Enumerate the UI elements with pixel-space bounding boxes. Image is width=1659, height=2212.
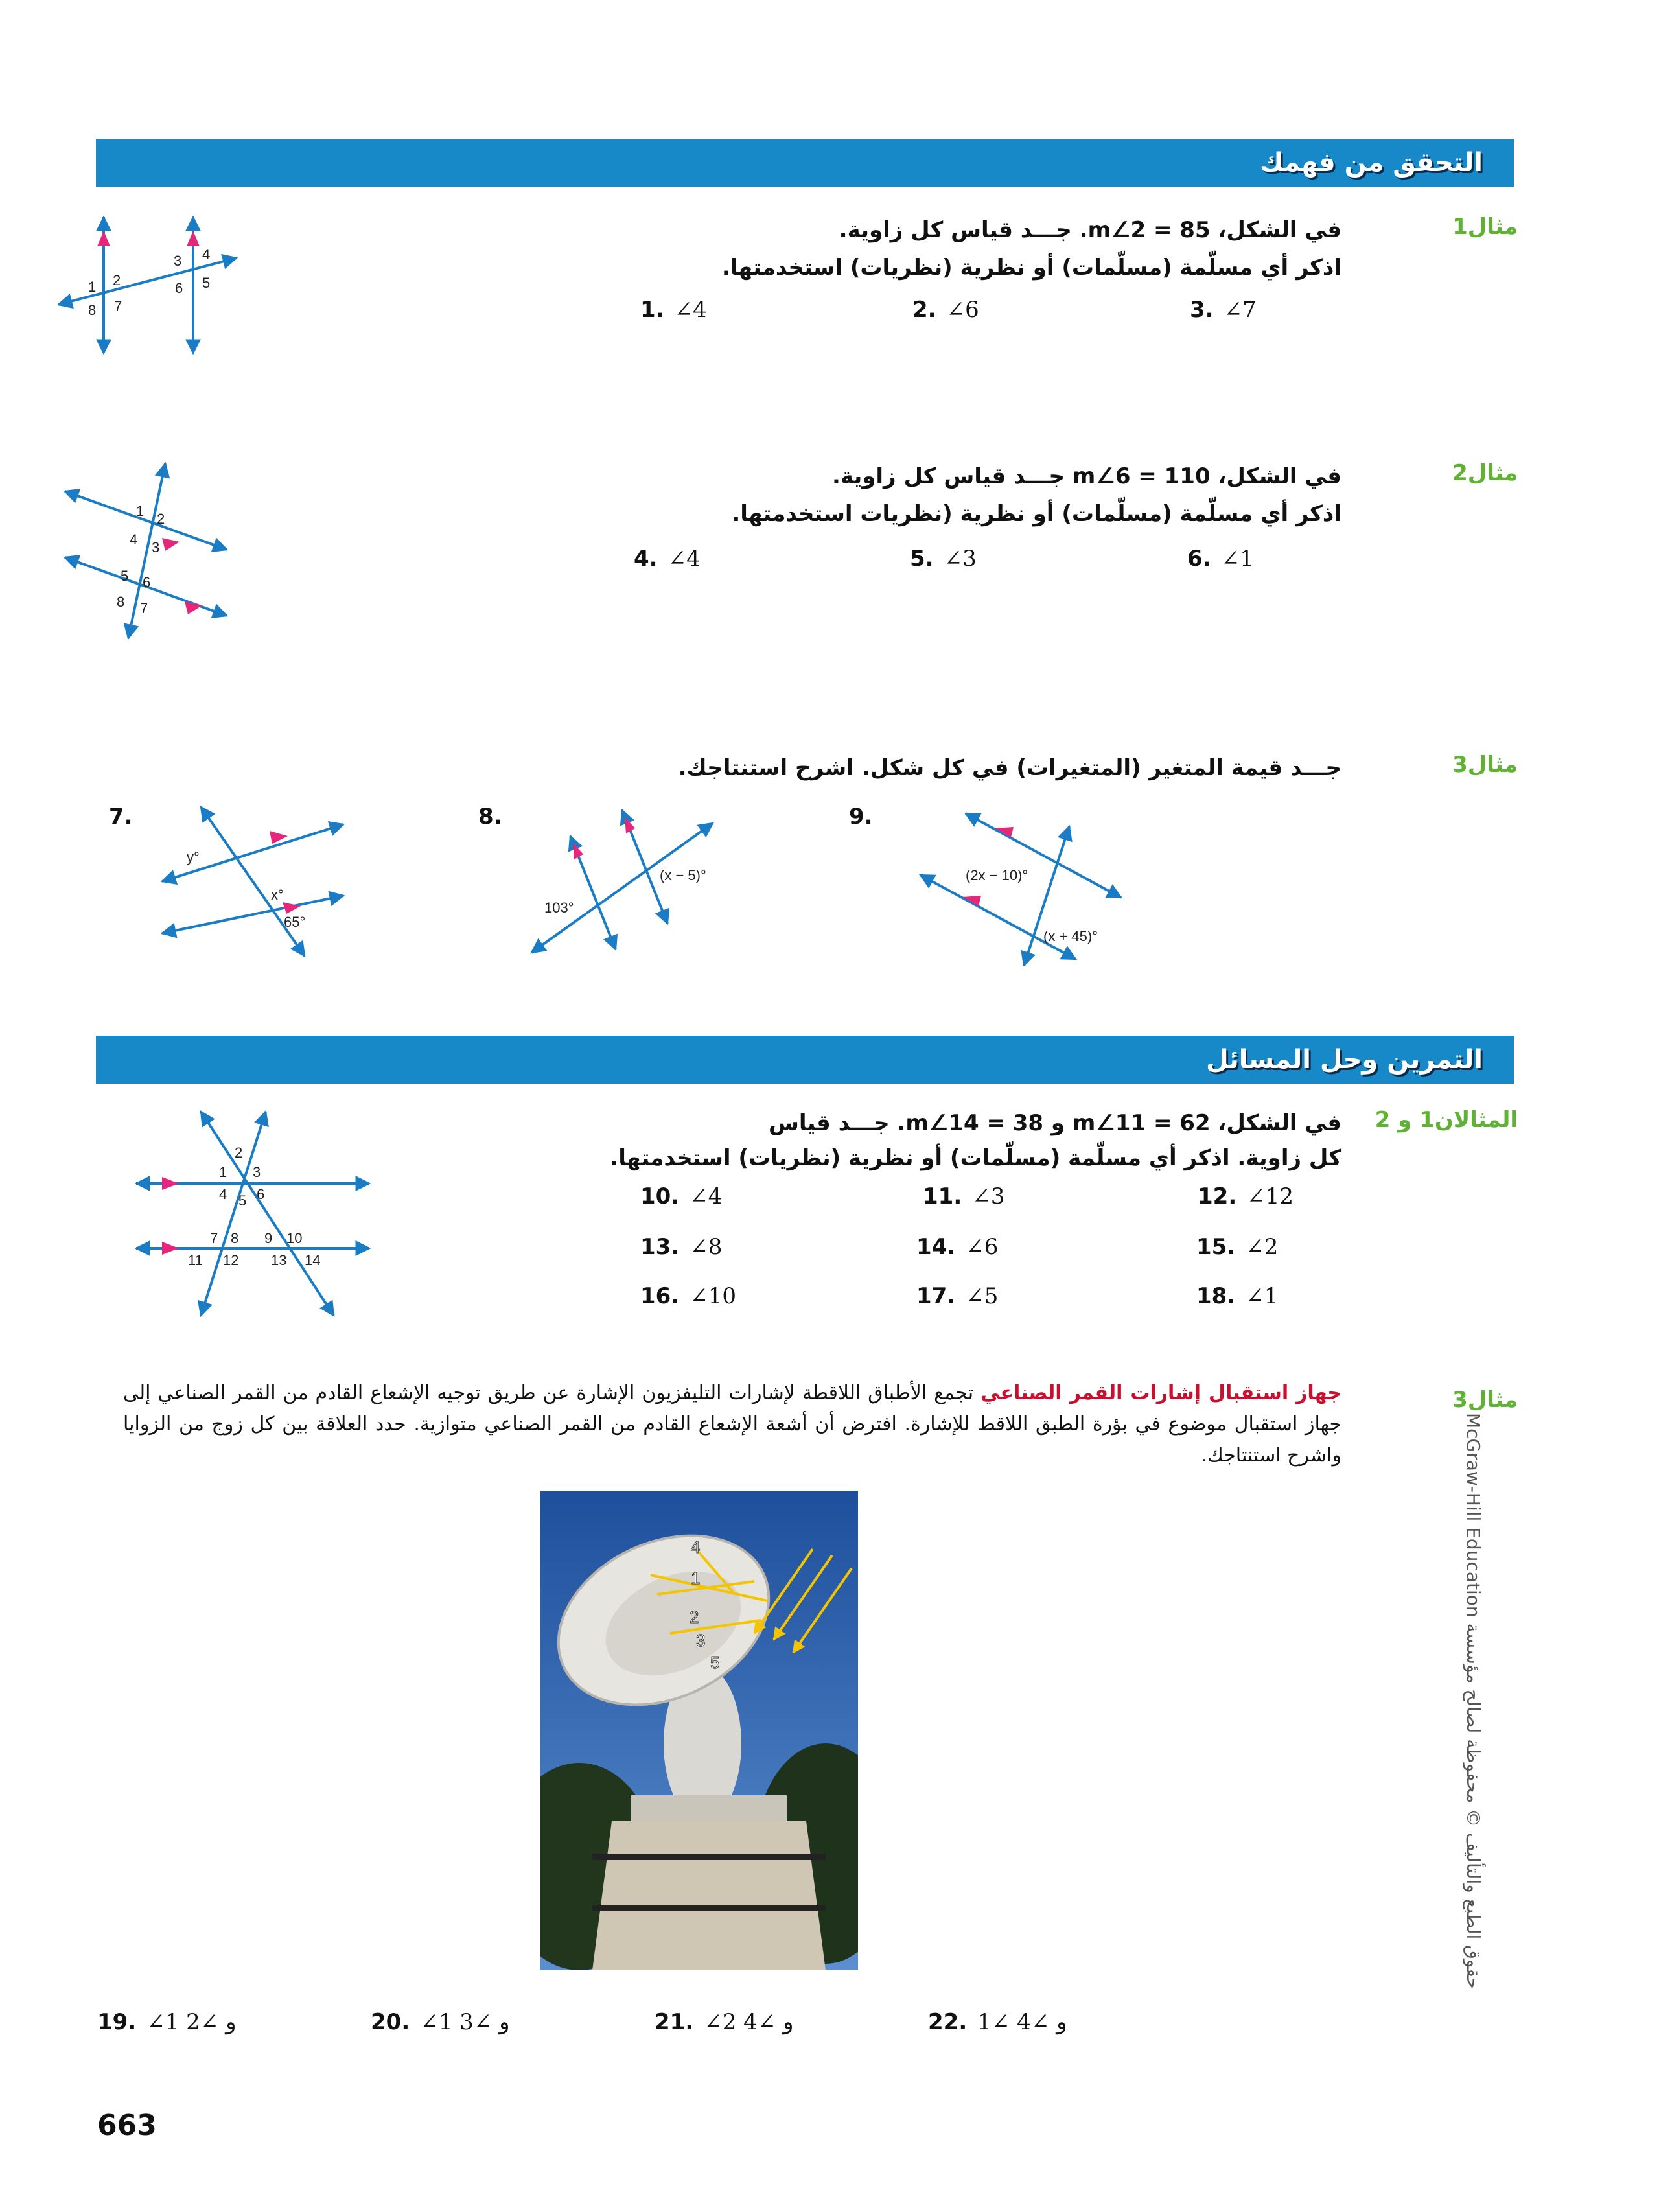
example-2-line1: في الشكل، m∠6 = 110 جـــد قياس كل زاوية.	[831, 463, 1341, 489]
exercise-21: 21. ∠2 و ∠4	[655, 2009, 794, 2035]
exercise-19: 19. ∠1 و ∠2	[97, 2009, 237, 2035]
angle-label: 1	[136, 503, 145, 519]
exercise-2: 2. ∠6	[912, 297, 979, 323]
photo-angle-label: 5	[710, 1653, 720, 1672]
photo-angle-label: 2	[690, 1607, 699, 1627]
example-2-label: مثال2	[1452, 460, 1518, 486]
angle-label: 12	[223, 1252, 239, 1268]
satellite-dish-photo	[540, 1491, 858, 1970]
angle-label: 2	[235, 1145, 243, 1161]
exercise-3: 3. ∠7	[1190, 297, 1257, 323]
angle-label: 1	[88, 279, 97, 295]
angle-label: 5	[238, 1193, 247, 1209]
page-number: 663	[97, 2109, 157, 2142]
exercise-4: 4. ∠4	[634, 546, 701, 572]
exercise-5: 5. ∠3	[910, 546, 977, 572]
figure-exercise-8	[518, 797, 732, 966]
figure-example-2	[52, 454, 246, 648]
angle-label: 5	[121, 568, 129, 584]
figure-exercise-7	[149, 797, 363, 966]
exercise-13: 13. ∠8	[640, 1234, 723, 1260]
angle-label: 5	[202, 275, 211, 291]
parallel-arrow-a	[162, 538, 180, 551]
angle-value: 103°	[544, 900, 574, 916]
angle-label-y: y°	[187, 849, 200, 865]
example-3-label-satellite: مثال3	[1452, 1387, 1518, 1413]
angle-label: 4	[130, 531, 138, 548]
exercise-17: 17. ∠5	[916, 1283, 999, 1309]
example-1-label: مثال1	[1452, 214, 1518, 240]
exercise-15: 15. ∠2	[1196, 1234, 1279, 1260]
parallel-arrow-b	[187, 231, 200, 246]
angle-expression: (x + 45)°	[1043, 928, 1098, 944]
photo-angle-label: 4	[691, 1537, 701, 1557]
angle-label: 6	[175, 280, 183, 296]
photo-angle-label: 1	[691, 1568, 701, 1588]
parallel-line-b	[920, 875, 1076, 959]
parallel-arrow-b	[185, 601, 202, 614]
satellite-body: تجمع الأطباق اللاقطة لإشارات التليفزيون الإشارة عن طريق توجيه الإشعاع القادم من القمر الصناعي إلى جهاز استقبال موضوع في بؤرة الطبق اللاقط للإشارة. افترض أن أشعة الإشعاع القادم من القمر الصناعي متوازية. حدد العلاقة بين كل زوج من الزوايا واشرح استنتاجك.	[123, 1382, 1341, 1467]
exercise-11: 11. ∠3	[923, 1183, 1005, 1209]
parallel-line-b	[162, 896, 343, 933]
angle-label: 6	[257, 1186, 265, 1202]
angle-label: 13	[271, 1252, 287, 1268]
practice-line1: في الشكل، m∠11 = 62 و m∠14 = 38. جـــد قياس	[768, 1110, 1341, 1136]
angle-label: 2	[157, 511, 165, 527]
parallel-line-a	[966, 813, 1121, 898]
exercise-6: 6. ∠1	[1187, 546, 1254, 572]
parallel-arrow-a	[162, 1177, 179, 1190]
angle-expression: (2x − 10)°	[966, 867, 1028, 883]
angle-label: 11	[188, 1252, 203, 1268]
exercise-20: 20. ∠1 و ∠3	[371, 2009, 510, 2035]
copyright-credit: حقوق الطبع والتأليف © محفوظة لصالح مؤسسة McGraw-Hill Education	[1463, 1413, 1484, 1989]
angle-label: 7	[210, 1230, 218, 1246]
section-banner-check	[96, 139, 1514, 187]
banner-title: التحقق من فهمك	[1259, 148, 1483, 178]
parallel-arrow-b	[962, 896, 981, 906]
angle-label: 4	[219, 1186, 227, 1202]
angle-label: 8	[88, 302, 97, 318]
exercise-7-number: 7.	[109, 804, 133, 830]
angle-label: 3	[174, 253, 182, 269]
example-2-line2: اذكر أي مسلّمة (مسلّمات) أو نظرية (نظريات استخدمتها.	[732, 501, 1341, 527]
exercise-1: 1. ∠4	[640, 297, 707, 323]
example-1-line1: في الشكل، m∠2 = 85. جـــد قياس كل زاوية.	[839, 217, 1341, 243]
example-3-label: مثال3	[1452, 752, 1518, 778]
photo-angle-label: 3	[696, 1631, 706, 1650]
exercise-12: 12. ∠12	[1198, 1183, 1294, 1209]
exercise-9-number: 9.	[849, 804, 873, 830]
transversal-line-b	[201, 1112, 334, 1316]
example-3-line1: جـــد قيمة المتغير (المتغيرات) في كل شكل. اشرح استنتاجك.	[678, 755, 1341, 781]
example-1-line2: اذكر أي مسلّمة (مسلّمات) أو نظرية (نظريات) استخدمتها.	[721, 255, 1341, 281]
banner-title: التمرين وحل المسائل	[1205, 1045, 1483, 1075]
exercise-10: 10. ∠4	[640, 1183, 723, 1209]
examples-1-2-label: المثالان1 و 2	[1375, 1107, 1518, 1133]
section-banner-practice	[96, 1036, 1514, 1084]
exercise-22: 22. 1∠ و ∠4	[928, 2009, 1067, 2035]
transversal-line	[531, 823, 713, 953]
satellite-heading: جهاز استقبال إشارات القمر الصناعي	[980, 1382, 1342, 1404]
exercise-14: 14. ∠6	[916, 1234, 999, 1260]
transversal-line	[201, 807, 305, 956]
parallel-arrow-b	[162, 1242, 179, 1255]
transversal-line-a	[201, 1112, 266, 1316]
angle-label: 14	[305, 1252, 321, 1268]
exercise-16: 16. ∠10	[640, 1283, 736, 1309]
angle-label: 4	[202, 246, 211, 262]
figure-example-1	[52, 207, 259, 363]
angle-value: 65°	[284, 914, 306, 930]
figure-exercise-9	[907, 797, 1141, 966]
parallel-arrow-a	[97, 231, 110, 246]
angle-label: 7	[114, 298, 122, 314]
angle-label: 8	[117, 594, 125, 610]
parallel-arrow-b	[625, 817, 635, 833]
parallel-line-a	[65, 491, 227, 550]
figure-practice	[130, 1102, 376, 1322]
angle-label: 2	[113, 272, 121, 288]
angle-label: 7	[140, 600, 148, 616]
angle-label-x: x°	[271, 887, 284, 903]
angle-expression: (x − 5)°	[660, 867, 706, 883]
satellite-paragraph	[123, 1378, 1341, 1471]
angle-label: 10	[286, 1230, 303, 1246]
angle-label: 9	[264, 1230, 273, 1246]
angle-label: 3	[253, 1164, 261, 1180]
angle-label: 8	[231, 1230, 239, 1246]
angle-label: 6	[143, 574, 151, 590]
parallel-arrow-a	[573, 843, 583, 859]
exercise-8-number: 8.	[478, 804, 502, 830]
angle-label: 1	[219, 1164, 227, 1180]
exercise-18: 18. ∠1	[1196, 1283, 1279, 1309]
practice-line2: كل زاوية. اذكر أي مسلّمة (مسلّمات) أو نظرية (نظريات) استخدمتها.	[610, 1145, 1341, 1171]
angle-label: 3	[152, 539, 160, 555]
